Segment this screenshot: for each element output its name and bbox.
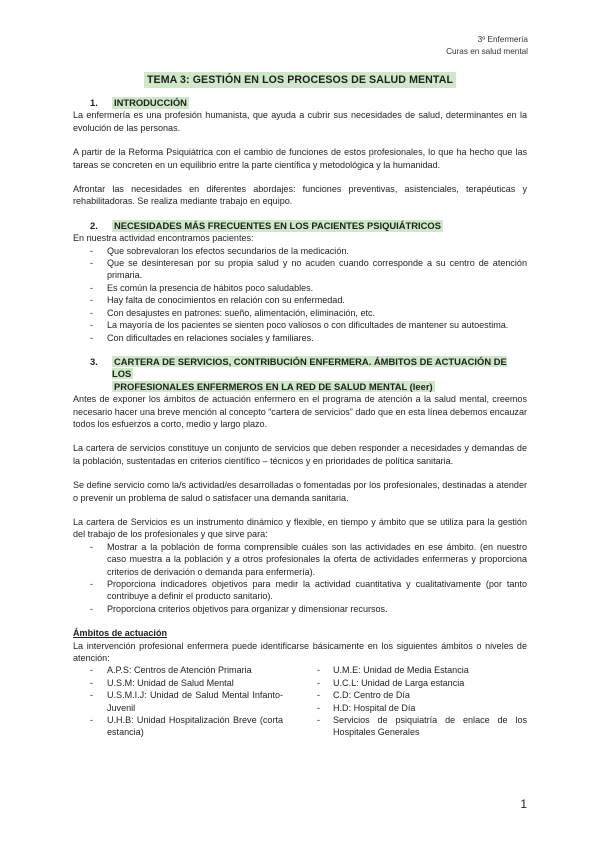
title-wrap — [0, 70, 600, 88]
paragraph: A partir de la Reforma Psiquiátrica con el cambio de funciones de estos profesionales, lo que ha hecho que las tareas se concreten en un equilibrio entre la parte científica y metodológica y la humanidad. — [73, 147, 527, 170]
list-item: - Proporciona indicadores objetivos para medir la actividad cuantitativa y cualitativamente (por tanto contribuye a definir el producto sanitario). — [90, 579, 527, 602]
list-intro: En nuestra actividad encontramos pacientes: — [73, 233, 254, 244]
section-heading-3 — [73, 356, 527, 393]
paragraph: La cartera de Servicios es un instrumento dinámico y flexible, en tiempo y ámbito que se utiliza para la gestión del trabajo de los profesionales y que sirve para: — [73, 516, 527, 540]
ambitos-right-column — [317, 664, 527, 738]
list-item: - C.D: Centro de Día — [317, 690, 410, 701]
list-item: - A.P.S: Centros de Atención Primaria — [90, 665, 252, 676]
needs-list — [73, 245, 527, 344]
list-item: - Servicios de psiquiatría de enlace de los Hospitales Generales — [317, 715, 527, 738]
ambitos-columns — [73, 664, 527, 738]
paragraph: La intervención profesional enfermera puede identificarse básicamente en los siguientes ámbitos o niveles de atención: — [73, 640, 527, 664]
paragraph: La cartera de servicios constituye un conjunto de servicios que deben responder a necesidades y demandas de la población, sustentadas en criterios científico – técnicos y en prioridades de política sanitaria. — [73, 443, 527, 466]
section-title: INTRODUCCIÓN — [114, 97, 187, 108]
document-body — [73, 97, 527, 739]
list-item: - Proporciona criterios objetivos para organizar y dimensionar recursos. — [90, 603, 388, 614]
paragraph: Se define servicio como la/s actividad/es desarrolladas o fomentadas por los profesionales, destinadas a atender o prevenir un problema de salud o satisfacer una demanda sanitaria. — [73, 480, 527, 503]
page-title: TEMA 3: GESTIÓN EN LOS PROCESOS DE SALUD MENTAL — [144, 72, 456, 88]
section-number: 2. — [90, 219, 98, 231]
section-title: NECESIDADES MÁS FRECUENTES EN LOS PACIENTES PSIQUIÁTRICOS — [114, 219, 441, 231]
page-number: 1 — [520, 797, 527, 811]
header-course: 3º Enfermería — [477, 35, 528, 44]
running-header — [446, 34, 528, 58]
list-item: - U.S.M: Unidad de Salud Mental — [90, 677, 234, 688]
list-item: - Con desajustes en patrones: sueño, alimentación, eliminación, etc. — [90, 307, 376, 318]
paragraph: La enfermería es una profesión humanista, que ayuda a cubrir sus necesidades de salud, determinantes en la evolución de las personas. — [73, 110, 527, 133]
list-item: - Es común la presencia de hábitos poco saludables. — [90, 282, 314, 293]
section-number: 3. — [90, 355, 98, 367]
ambitos-left-column — [73, 664, 283, 738]
list-item: - Mostrar a la población de forma comprensible cuáles son las actividades en ese ámbito. (en nuestro caso muestra a la población y a otros profesionales la oferta de actividades enfermeras y proporciona criterios de derivación o demanda para enfermería). — [90, 541, 527, 577]
section-title-line1: CARTERA DE SERVICIOS, CONTRIBUCIÓN ENFERMERA. ÁMBITOS DE ACTUACIÓN DE LOS — [112, 355, 507, 380]
services-list — [73, 541, 527, 615]
section-heading-2 — [73, 220, 527, 232]
section-title-line2: PROFESIONALES ENFERMEROS EN LA RED DE SALUD MENTAL (leer) — [114, 380, 433, 392]
list-item: - Que sobrevaloran los efectos secundarios de la medicación. — [90, 245, 349, 256]
section-heading-1 — [73, 97, 527, 109]
list-item: - Con dificultades en relaciones sociales y familiares. — [90, 332, 314, 343]
paragraph: Afrontar las necesidades en diferentes abordajes: funciones preventivas, asistenciales, terapéuticas y rehabilitadoras. Se realiza mediante trabajo en equipo. — [73, 184, 527, 207]
list-item: - H.D: Hospital de Día — [317, 702, 416, 713]
header-subject: Curas en salud mental — [446, 47, 528, 56]
section-number: 1. — [90, 97, 98, 108]
list-item: - Hay falta de conocimientos en relación con su enfermedad. — [90, 295, 345, 306]
list-item: - U.C.L: Unidad de Larga estancia — [317, 677, 465, 688]
list-item: - Que se desinteresan por su propia salud y no acuden cuando corresponde a su centro de atención primaria. — [90, 258, 527, 281]
list-item: - U.H.B: Unidad Hospitalización Breve (corta estancia) — [90, 715, 283, 738]
subheading-ambitos: Ámbitos de actuación — [73, 628, 168, 639]
paragraph: Antes de exponer los ámbitos de actuación enfermero en el programa de atención a la salud mental, creemos necesario hacer una breve mención al concepto “cartera de servicios” dado que en esta línea debemos encauzar todos los esfuerzos a corto, medio y largo plazo. — [73, 394, 527, 429]
list-item: - U.M.E: Unidad de Media Estancia — [317, 665, 469, 676]
list-item: - La mayoría de los pacientes se sienten poco valiosos o con dificultades de mantener su autoestima. — [90, 320, 509, 331]
list-item: - U.S.M.I.J: Unidad de Salud Mental Infanto-Juvenil — [90, 690, 283, 713]
